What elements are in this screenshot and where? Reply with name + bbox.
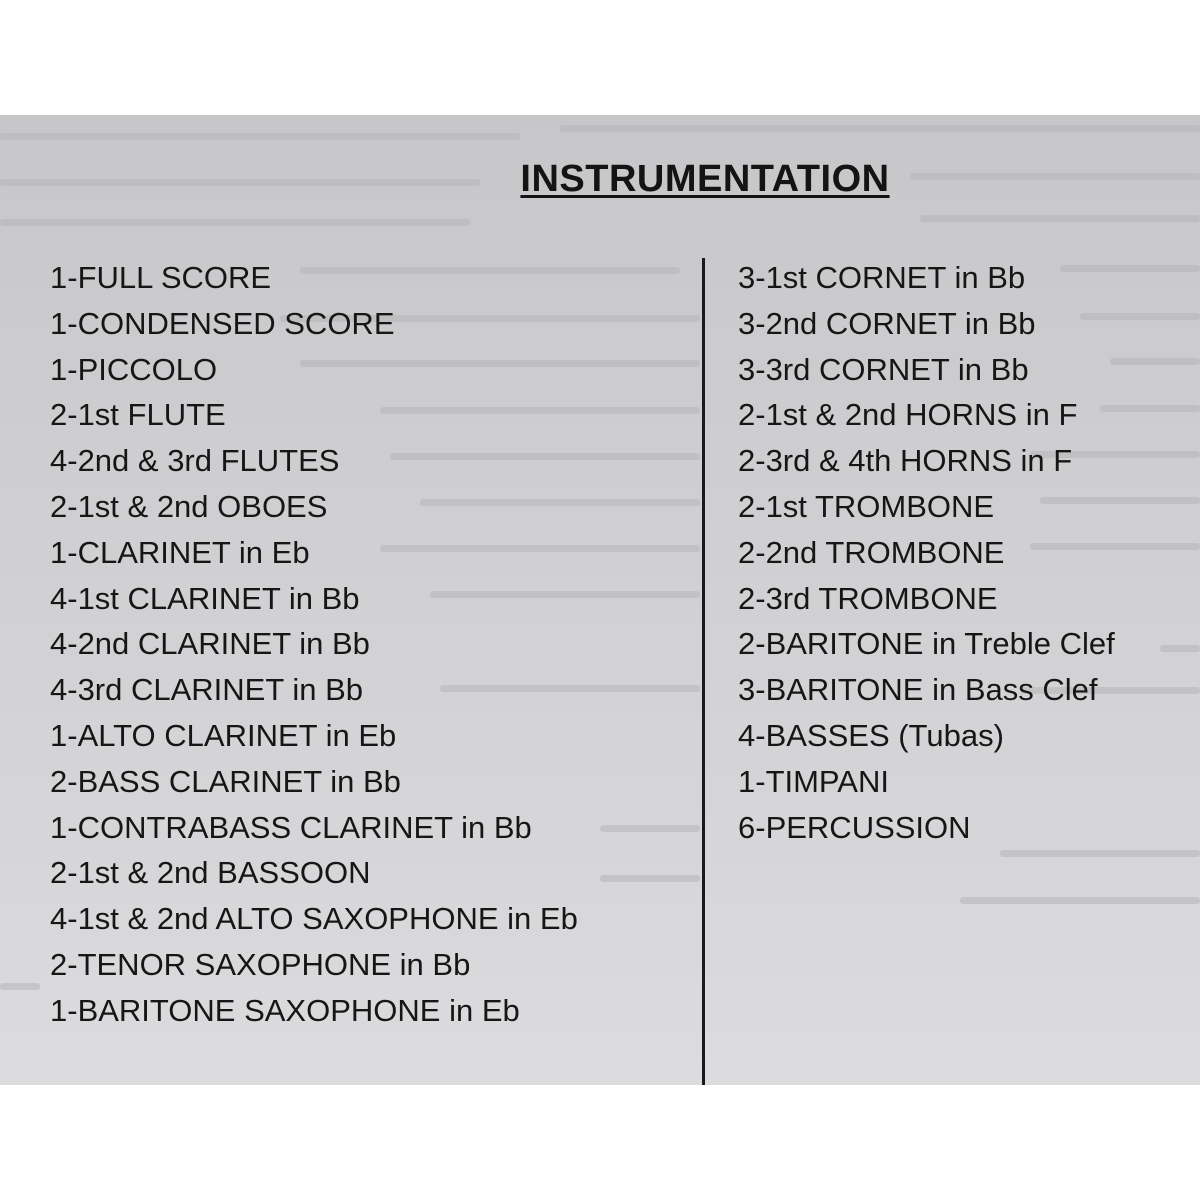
page-title: INSTRUMENTATION: [520, 158, 890, 200]
column-divider: [702, 258, 705, 1085]
instrument-item: 4-BASSES (Tubas): [738, 717, 1004, 753]
instrument-item: 2-TENOR SAXOPHONE in Bb: [50, 946, 471, 982]
instrument-item: 1-CONDENSED SCORE: [50, 305, 395, 341]
paper-sheet: [0, 115, 1200, 1085]
instrument-item: 6-PERCUSSION: [738, 809, 971, 845]
instrument-item: 4-1st & 2nd ALTO SAXOPHONE in Eb: [50, 901, 578, 937]
instrument-item: 2-BASS CLARINET in Bb: [50, 763, 401, 799]
instrument-item: 2-BARITONE in Treble Clef: [738, 626, 1115, 662]
instrument-item: 1-PICCOLO: [50, 351, 218, 387]
instrument-item: 2-1st TROMBONE: [738, 488, 995, 524]
instrument-item: 2-1st & 2nd BASSOON: [50, 855, 371, 891]
instrument-item: 4-2nd & 3rd FLUTES: [50, 443, 340, 479]
instrument-list-left: [50, 255, 578, 1034]
instrument-item: 1-ALTO CLARINET in Eb: [50, 717, 397, 753]
instrument-item: 1-CONTRABASS CLARINET in Bb: [50, 809, 532, 845]
instrument-item: 1-FULL SCORE: [50, 260, 272, 295]
instrument-item: 1-TIMPANI: [738, 763, 889, 799]
instrument-item: 3-1st CORNET in Bb: [738, 260, 1026, 295]
instrument-item: 2-3rd TROMBONE: [738, 580, 998, 616]
instrument-list-right: [738, 255, 1115, 850]
instrument-item: 2-3rd & 4th HORNS in F: [738, 443, 1073, 479]
instrument-item: 2-1st & 2nd HORNS in F: [738, 397, 1078, 433]
instrument-item: 4-3rd CLARINET in Bb: [50, 672, 363, 708]
instrument-item: 3-BARITONE in Bass Clef: [738, 672, 1098, 708]
instrument-item: 4-1st CLARINET in Bb: [50, 580, 360, 616]
instrument-item: 3-2nd CORNET in Bb: [738, 305, 1036, 341]
instrument-item: 4-2nd CLARINET in Bb: [50, 626, 370, 662]
instrument-item: 1-CLARINET in Eb: [50, 534, 310, 570]
instrument-item: 2-1st & 2nd OBOES: [50, 488, 328, 524]
instrument-item: 2-1st FLUTE: [50, 397, 226, 433]
instrument-item: 1-BARITONE SAXOPHONE in Eb: [50, 992, 520, 1028]
instrument-item: 2-2nd TROMBONE: [738, 534, 1005, 570]
instrument-item: 3-3rd CORNET in Bb: [738, 351, 1029, 387]
